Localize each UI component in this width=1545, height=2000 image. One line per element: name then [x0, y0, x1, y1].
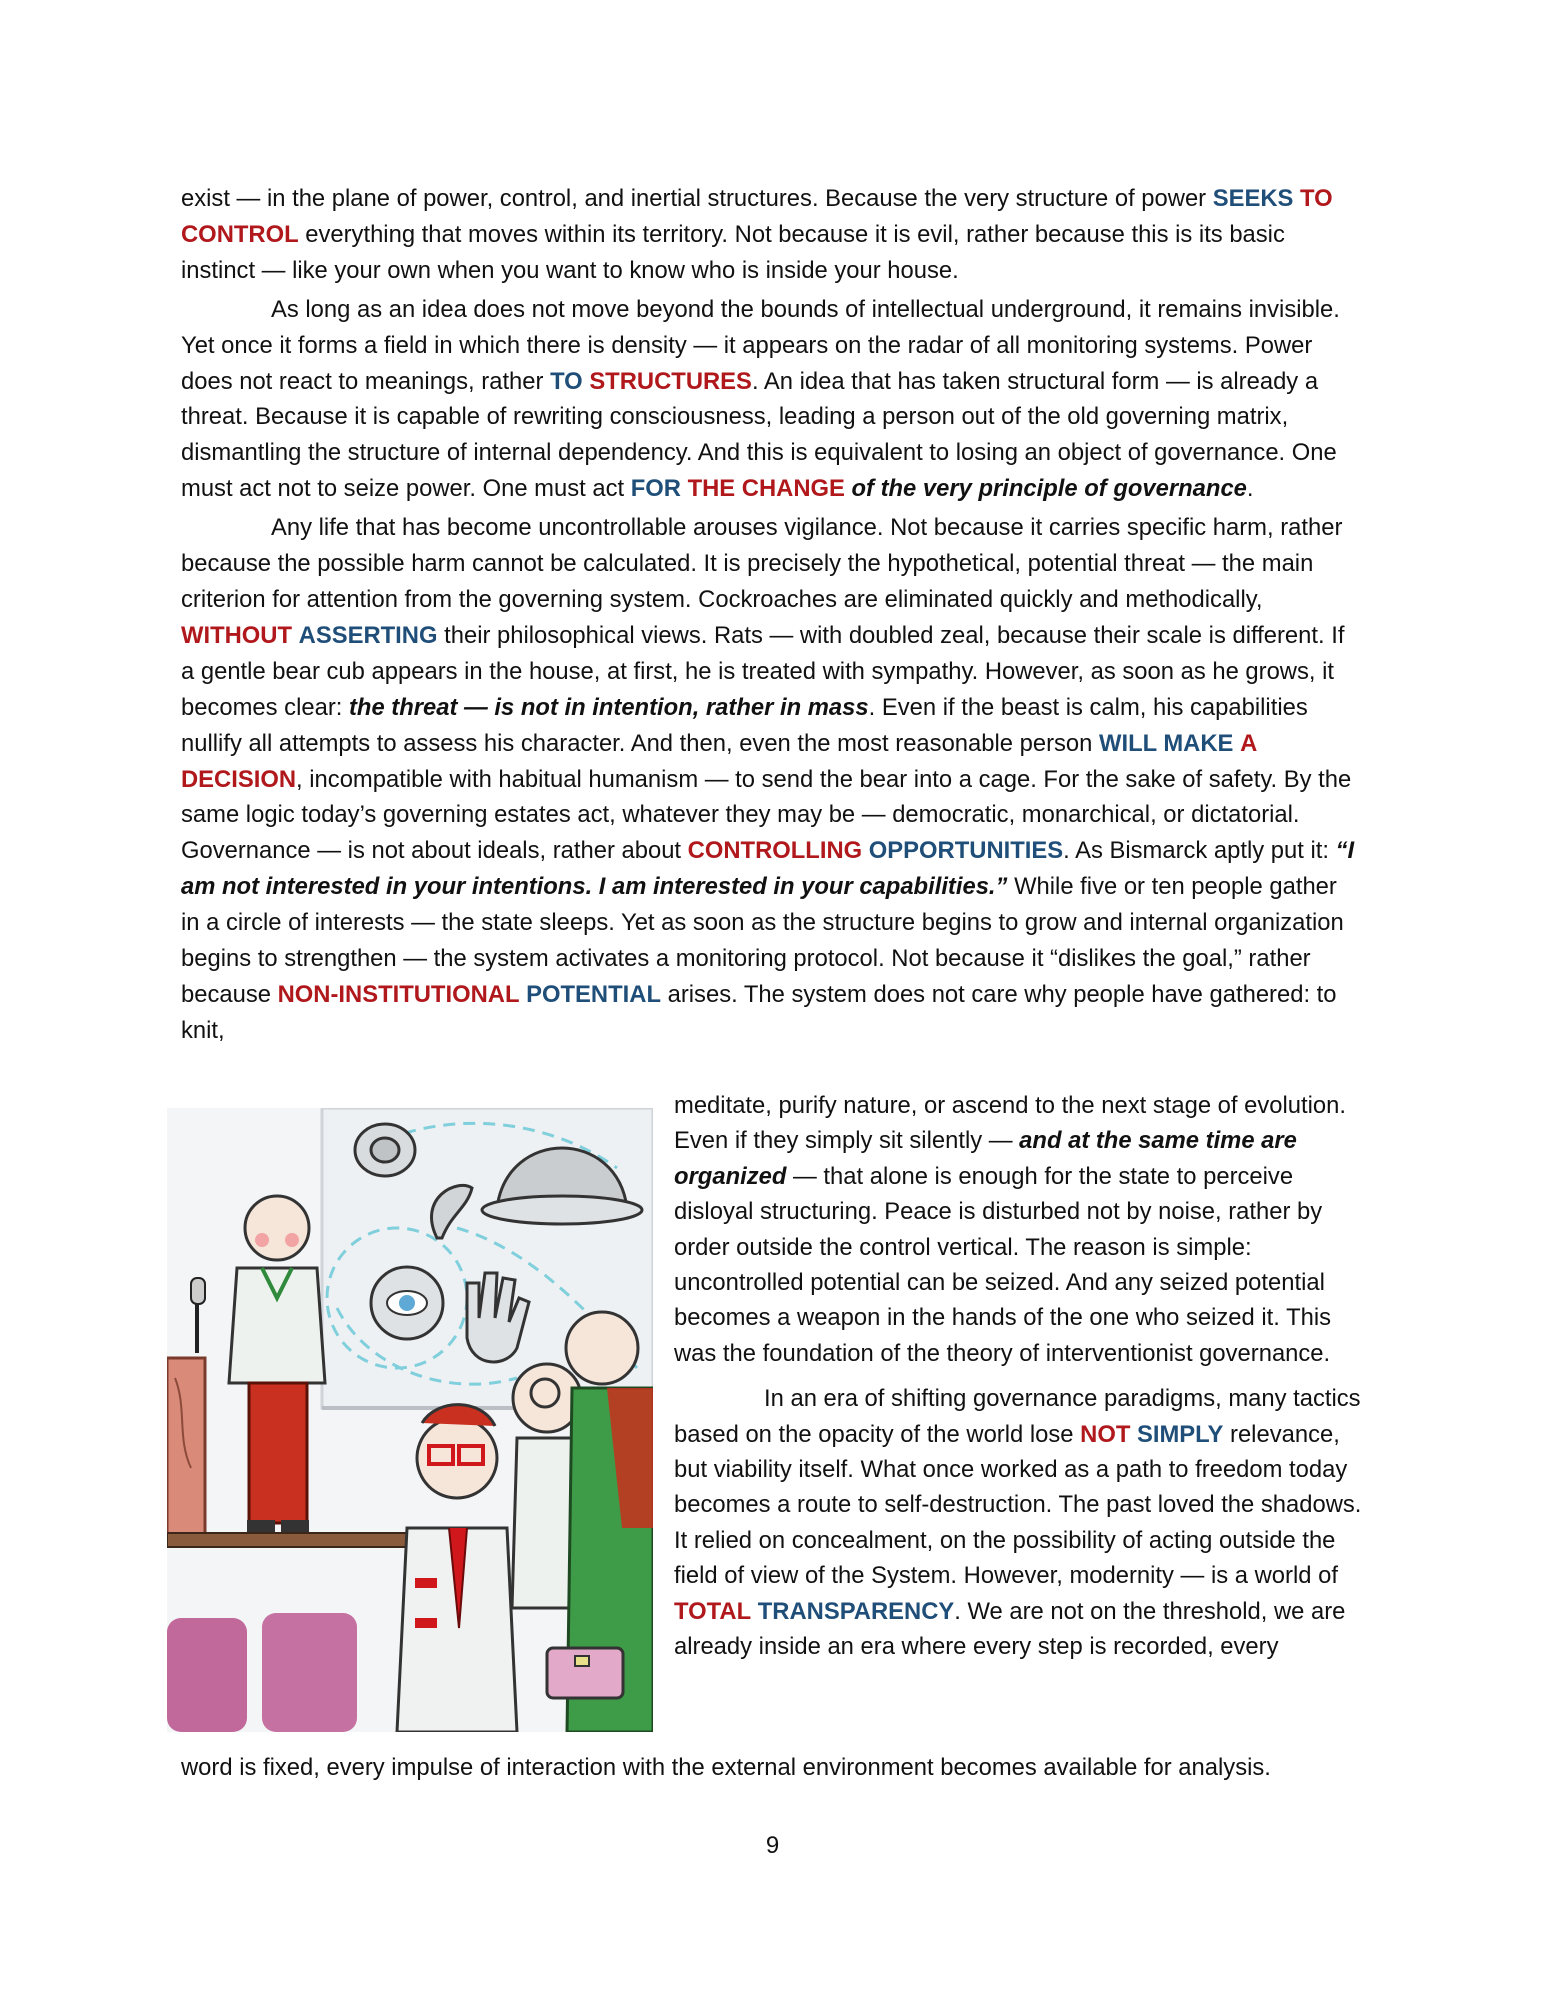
emphasis-text: of the very principle of governance	[844, 475, 1247, 503]
highlight-red: NOT	[1080, 1420, 1131, 1448]
highlight-blue: SEEKS	[1212, 185, 1294, 212]
highlight-blue: TRANSPARENCY	[757, 1597, 955, 1625]
highlight-red: NON-INSTITUTIONAL	[277, 980, 520, 1008]
emphasis-text: the threat — is not in intention, rather in mass	[348, 693, 869, 721]
emphasis-text: and at the same time are organized	[674, 1127, 1297, 1190]
highlight-blue: POTENTIAL	[526, 980, 661, 1008]
highlight-red: CONTROLLING	[687, 837, 863, 865]
highlight-blue: ASSERTING	[298, 621, 438, 649]
highlight-red: TOTAL	[674, 1597, 752, 1625]
highlight-blue: OPPORTUNITIES	[868, 837, 1064, 865]
body-text	[181, 181, 1361, 1049]
illustration	[167, 1108, 653, 1732]
highlight-red: A DECISION	[181, 729, 1257, 793]
paragraph-5: In an era of shifting governance paradigms, many tactics based on the opacity of the world lose NOT SIMPLY relevance, but viability itself. What once worked as a path to freedom today becomes a route to self-destruction. The past loved the shadows. It relied on concealment, on the possibility of acting outside the field of view of the System. However, modernity — is a world of TOTAL TRANSPARENCY. We are not on the threshold, we are already inside an era where every step is recorded, every	[674, 1385, 1362, 1661]
paragraph-3: Any life that has become uncontrollable arouses vigilance. Not because it carries specific harm, rather because the possible harm cannot be calculated. It is precisely the hypothetical, potential threat — the main criterion for attention from the governing system. Cockroaches are eliminated quickly and methodically, WITHOUT ASSERTING their philosophical views. Rats — with doubled zeal, because their scale is different. If a gentle bear cub appears in the house, at first, he is treated with sympathy. However, as soon as he grows, it becomes clear: the threat — is not in intention, rather in mass. Even if the beast is calm, his capabilities nullify all attempts to assess his character. And then, even the most reasonable person WILL MAKE A DECISION, incompatible with habitual humanism — to send the bear into a cage. For the sake of safety. By the same logic today’s governing estates act, whatever they may be — democratic, monarchical, or dictatorial. Governance — is not about ideals, rather about CONTROLLING OPPORTUNITIES. As Bismarck aptly put it: “I am not interested in your intentions. I am interested in your capabilities.” While five or ten people gather in a circle of interests — the state sleeps. Yet as soon as the structure begins to grow and internal organization begins to strengthen — the system activates a monitoring protocol. Not because it “dislikes the goal,” rather because NON-INSTITUTIONAL POTENTIAL arises. The system does not care why people have gathered: to knit,	[181, 514, 1355, 1044]
paragraph-2: As long as an idea does not move beyond the bounds of intellectual underground, it remains invisible. Yet once it forms a field in which there is density — it appears on the radar of all monitoring systems. Power does not react to meanings, rather TO STRUCTURES. An idea that has taken structural form — is already a threat. Because it is capable of rewriting consciousness, leading a person out of the old governing matrix, dismantling the structure of internal dependency. And this is equivalent to losing an object of governance. One must act not to seize power. One must act FOR THE CHANGE of the very principle of governance.	[181, 295, 1340, 503]
paragraph-4: meditate, purify nature, or ascend to the next stage of evolution. Even if they simply sit silently — and at the same time are organized — that alone is enough for the state to perceive disloyal structuring. Peace is disturbed not by noise, rather by order outside the control vertical. The reason is simple: uncontrolled potential can be seized. And any seized potential becomes a weapon in the hands of the one who seized it. This was the foundation of the theory of interventionist governance.	[674, 1092, 1347, 1367]
highlight-red: STRUCTURES	[589, 367, 752, 395]
closing-line: word is fixed, every impulse of interaction with the external environment becomes available for analysis.	[181, 1754, 1271, 1781]
highlight-blue: WILL MAKE	[1099, 729, 1234, 757]
highlight-red: TO CONTROL	[181, 185, 1333, 248]
wrapped-text-column	[674, 1088, 1364, 1665]
highlight-blue: SIMPLY	[1137, 1420, 1224, 1448]
highlight-blue: FOR	[630, 475, 681, 503]
quote-text: “I am not interested in your intentions. I am interested in your capabilities.”	[181, 837, 1355, 901]
highlight-red: WITHOUT	[181, 621, 293, 649]
page-number: 9	[765, 1832, 780, 1859]
highlight-blue: TO	[550, 367, 583, 395]
highlight-red: THE CHANGE	[687, 475, 845, 503]
paragraph-1: exist — in the plane of power, control, and inertial structures. Because the very structure of power SEEKS TO CONTROL everything that moves within its territory. Not because it is evil, rather because this is its basic instinct — like your own when you want to know who is inside your house.	[181, 185, 1333, 284]
